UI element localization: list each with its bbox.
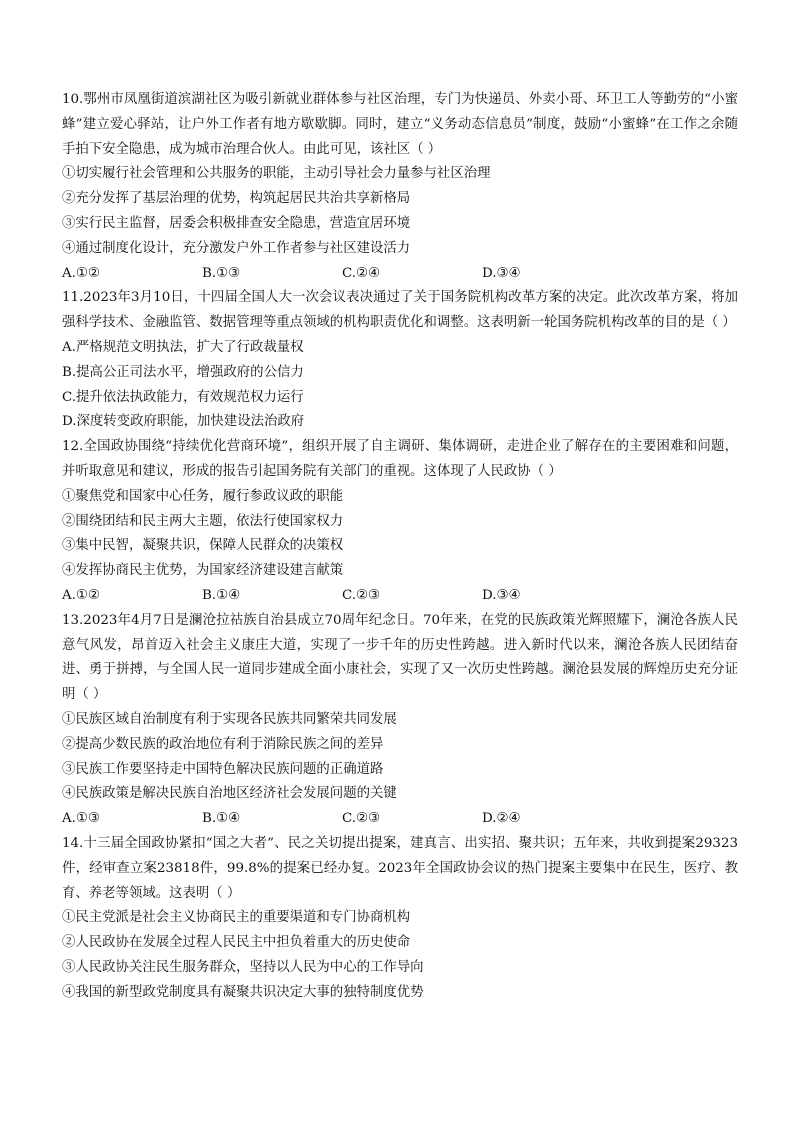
choice-b: B.①③	[202, 265, 241, 281]
answer-choices	[62, 584, 738, 609]
choice-d: D.③④	[482, 587, 521, 603]
choice-b: B.①④	[202, 587, 241, 603]
question-stem: 13.2023年4月7日是澜沧拉祜族自治县成立70周年纪念日。70年来，在党的民族政策光辉照耀下，澜沧各族人民意气风发，昂首迈入社会主义康庄大道，实现了一步千年的历史性跨越。进入新时代以来，澜沧各族人民团结奋进、勇于拼搏，与全国人民一道同步建成全面小康社会，实现了又一次历史性跨越。澜沧县发展的辉煌历史充分证明（ ）	[62, 612, 738, 703]
choice-a: A.①③	[62, 811, 100, 827]
answer-choices	[62, 262, 738, 287]
option-1: ①民族区域自治制度有利于实现各民族共同繁荣共同发展	[62, 711, 397, 727]
choice-d: D.②④	[482, 811, 521, 827]
option-3: ③实行民主监督，居委会积极排查安全隐患，营造宜居环境	[62, 215, 411, 231]
question-stem: 14.十三届全国政协紧扣“国之大者”、民之关切提出提案，建真言、出实招、聚共识；五年来，共收到提案29323件，经审查立案23818件，99.8%的提案已经办复。2023年全国政协会议的热门提案主要集中在民生，医疗、教育、养老等领域。这表明（ ）	[62, 835, 738, 901]
option-4: ④发挥协商民主优势，为国家经济建设建言献策	[62, 563, 344, 579]
question-13	[62, 609, 738, 832]
option-4: ④我国的新型政党制度具有凝聚共识决定大事的独特制度优势	[62, 984, 424, 1000]
option-1: ①民主党派是社会主义协商民主的重要渠道和专门协商机构	[62, 910, 411, 926]
question-stem: 11.2023年3月10日，十四届全国人大一次会议表决通过了关于国务院机构改革方案的决定。此次改革方案，将加强科学技术、金融监管、数据管理等重点领域的机构职责优化和调整。这表明新一轮国务院机构改革的目的是（ ）	[62, 290, 738, 331]
option-d: D.深度转变政府职能，加快建设法治政府	[62, 414, 305, 430]
answer-choices	[62, 807, 738, 832]
option-1: ①切实履行社会管理和公共服务的职能，主动引导社会力量参与社区治理	[62, 166, 491, 182]
option-3: ③民族工作要坚持走中国特色解决民族问题的正确道路	[62, 761, 384, 777]
choice-c: C.②④	[342, 265, 381, 281]
option-4: ④通过制度化设计，充分激发户外工作者参与社区建设活力	[62, 240, 411, 256]
option-1: ①聚焦党和国家中心任务，履行参政议政的职能	[62, 488, 344, 504]
choice-a: A.①②	[62, 265, 100, 281]
option-b: B.提高公正司法水平，增强政府的公信力	[62, 364, 304, 380]
option-3: ③人民政协关注民生服务群众，坚持以人民为中心的工作导向	[62, 959, 424, 975]
option-a: A.严格规范文明执法，扩大了行政裁量权	[62, 339, 304, 355]
option-2: ②充分发挥了基层治理的优势，构筑起居民共治共享新格局	[62, 191, 411, 207]
option-2: ②人民政协在发展全过程人民民主中担负着重大的历史使命	[62, 935, 411, 951]
question-11	[62, 286, 738, 435]
option-4: ④民族政策是解决民族自治地区经济社会发展问题的关键	[62, 786, 397, 802]
option-3: ③集中民智，凝聚共识，保障人民群众的决策权	[62, 538, 344, 554]
question-10	[62, 88, 738, 286]
choice-d: D.③④	[482, 265, 521, 281]
question-14	[62, 832, 738, 1006]
choice-b: B.①④	[202, 811, 241, 827]
question-12	[62, 435, 738, 609]
option-c: C.提升依法执政能力，有效规范权力运行	[62, 389, 304, 405]
option-2: ②提高少数民族的政治地位有利于消除民族之间的差异	[62, 736, 384, 752]
choice-a: A.①②	[62, 587, 100, 603]
option-2: ②围绕团结和民主两大主题，依法行使国家权力	[62, 513, 344, 529]
question-list	[62, 88, 738, 1005]
choice-c: C.②③	[342, 811, 381, 827]
choice-c: C.②③	[342, 587, 381, 603]
question-stem: 12.全国政协围绕“持续优化营商环境”，组织开展了自主调研、集体调研，走进企业了解存在的主要困难和问题，并听取意见和建议，形成的报告引起国务院有关部门的重视。这体现了人民政协（ ）	[62, 439, 738, 479]
question-stem: 10.鄂州市凤凰街道滨湖社区为吸引新就业群体参与社区治理，专门为快递员、外卖小哥、环卫工人等勤劳的“小蜜蜂”建立爱心驿站，让户外工作者有地方歇歇脚。同时，建立“义务动态信息员”制度，鼓励“小蜜蜂”在工作之余随手拍下安全隐患，成为城市治理合伙人。由此可见，该社区（ ）	[62, 92, 738, 157]
